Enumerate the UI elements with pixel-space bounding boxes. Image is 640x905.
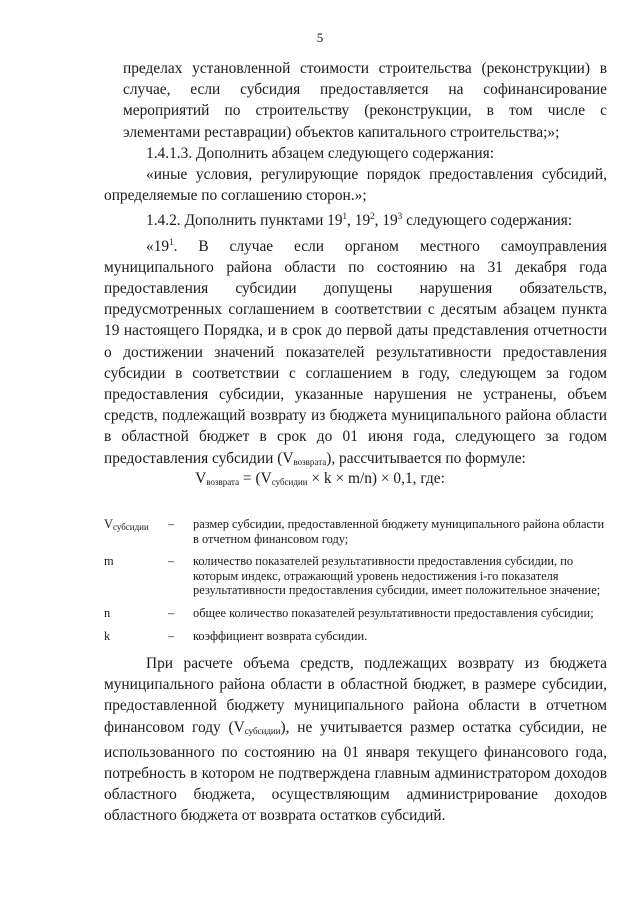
- definition-text: общее количество показателей результативности предоставления субсидии;: [193, 605, 594, 620]
- definition-row: [104, 606, 607, 621]
- definition-symbol: k: [104, 628, 111, 643]
- paragraph-calculation-note: При расчете объема средств, подлежащих возврату из бюджета муниципального района области в областной бюджет, в размере субсидии, предоставленной бюджету муниципального района области в отчетном финансовом году $(V_{субсидии})$, не учитывается размер остатка субсидии, не использованного по состоянию на 01 января текущего финансового года, потребность в котором не подтверждена главным администратором доходов областного бюджета, осуществляющим администрирование доходов областного бюджета от возврата остатков субсидий.: [104, 655, 607, 825]
- paragraph-19-1: «$19^1$. В случае если органом местного самоуправления муниципального района области по состоянию на 31 декабря года предоставления субсидии допущены нарушения обязательств, предусмотренных соглашением в соответствии с десятым абзацем пункта 19 настоящего Порядка, и в срок до первой даты представления отчетности о достижении значений показателей результативности предоставления субсидии в соответствии с соглашением в году, следующем за годом предоставления субсидии, указанные нарушения не устранены, объем средств, подлежащий возврату из бюджета муниципального района области в областной бюджет в срок до 01 июня года, следующего за годом предоставления субсидии $(V_{возврата})$, рассчитывается по формуле:: [104, 236, 607, 467]
- body-text-upper: [104, 58, 607, 473]
- definition-dash: –: [168, 605, 175, 620]
- definition-dash: –: [168, 517, 175, 531]
- paragraph-1-4-1-3: 1.4.1.3. Дополнить абзацем следующего содержания:: [146, 144, 494, 162]
- definitions-list: [104, 517, 607, 651]
- definition-text: размер субсидии, предоставленной бюджету муниципального района области в отчетном финансовом году;: [193, 517, 605, 546]
- definition-dash: –: [168, 628, 175, 643]
- definition-symbol: $V_{субсидии}$: [104, 517, 149, 532]
- return-formula: $V_{возврата} = (V_{субсидии} \times k \times m/n) \times 0,1$, где:: [195, 470, 445, 487]
- definition-text: коэффициент возврата субсидии.: [193, 628, 368, 643]
- body-text-lower: [104, 653, 607, 827]
- definition-symbol: n: [104, 605, 111, 620]
- definition-dash: –: [168, 554, 175, 569]
- page-number: 5: [316, 30, 324, 45]
- definition-symbol: m: [104, 554, 114, 569]
- definition-row: [104, 517, 607, 546]
- definition-text: количество показателей результативности предоставления субсидии, по которым индекс, отражающий уровень недостижения i-го показателя результативности предоставления субсидии, имеет положительное значение;: [193, 554, 601, 598]
- paragraph-continuation: пределах установленной стоимости строительства (реконструкции) в случае, если субсидия предоставляется на софинансирование мероприятий по строительству (реконструкции, в том числе с элементами реставрации) объектов капитального строительства;»;: [123, 60, 607, 141]
- definition-row: [104, 554, 607, 598]
- paragraph-other-conditions: «иные условия, регулирующие порядок предоставления субсидий, определяемые по соглашению сторон.»;: [104, 166, 607, 205]
- definition-row: [104, 629, 607, 644]
- paragraph-1-4-2: 1.4.2. Дополнить пунктами $19^1$, $19^2$, $19^3$ следующего содержания:: [146, 211, 573, 230]
